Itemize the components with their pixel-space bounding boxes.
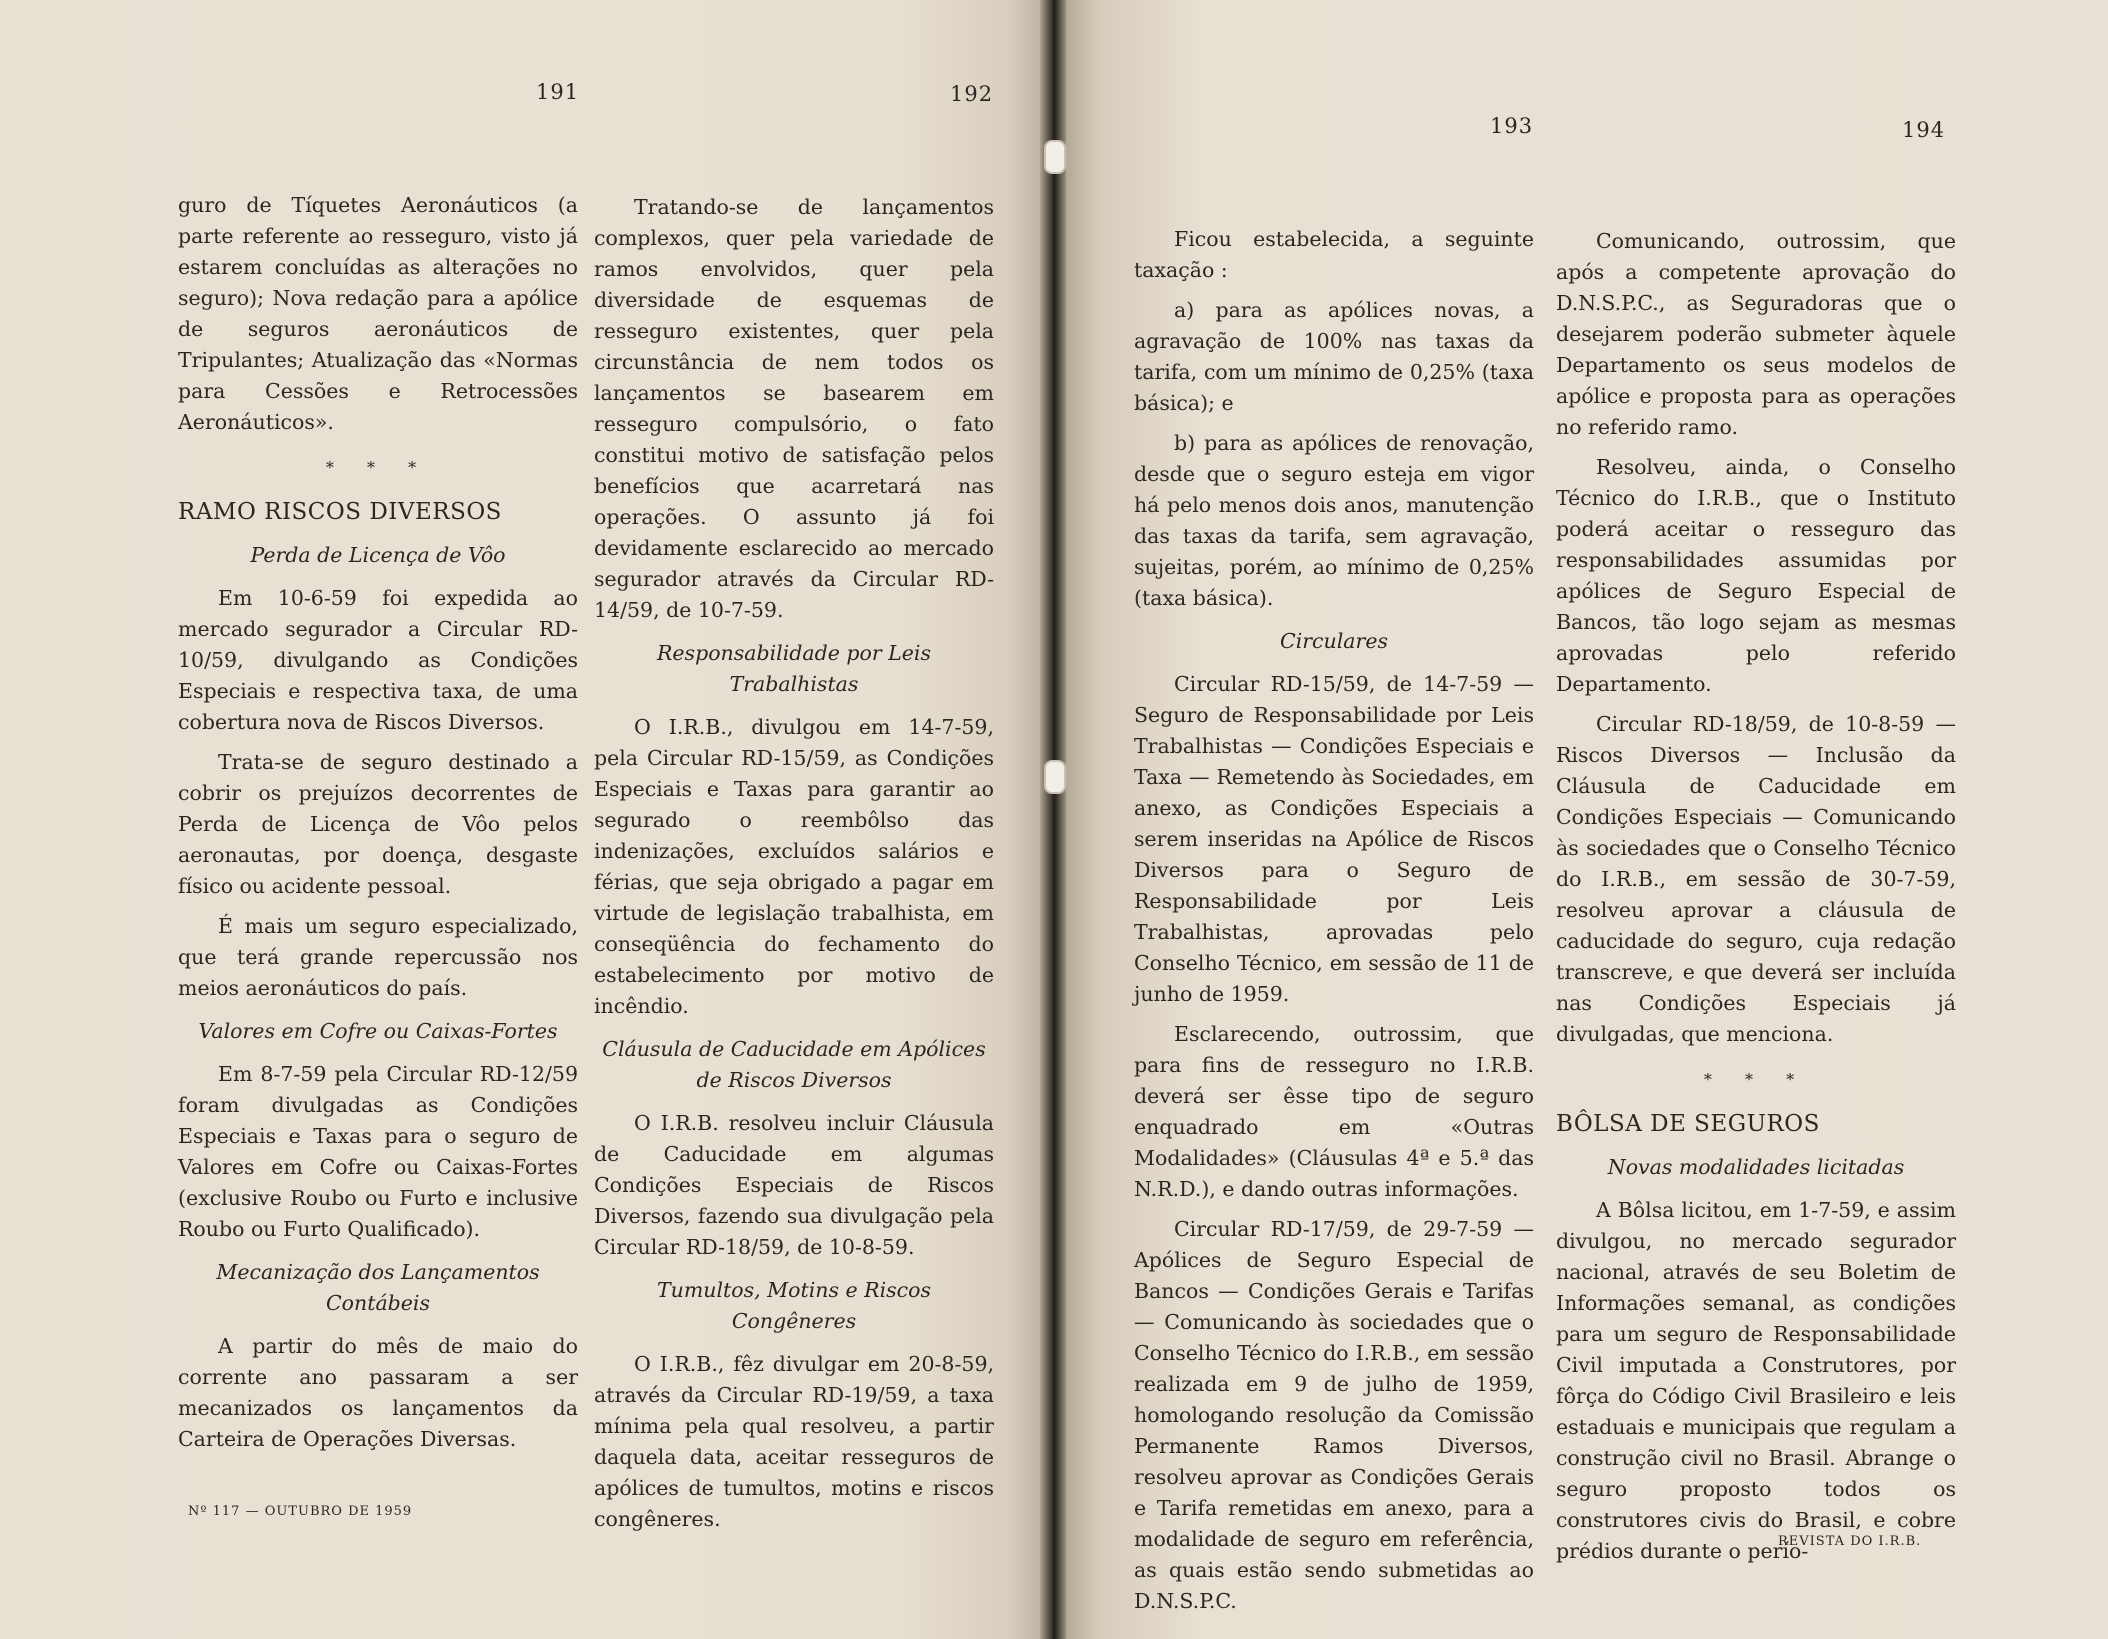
book-gutter: [1040, 0, 1066, 1639]
column-page-193: [1134, 224, 1534, 1626]
paragraph: Ficou estabelecida, a seguinte taxação :: [1134, 227, 1534, 282]
subsection-heading: Novas modalidades licitadas: [1607, 1155, 1905, 1179]
paragraph: A Bôlsa licitou, em 1-7-59, e assim divulgou, no mercado segurador nacional, através de seu Boletim de Informações semanal, as condições para um seguro de Responsabilidade Civil imputada a Construtores, por fôrça do Código Civil Brasileiro e leis estaduais e municipais que regulam a construção civil no Brasil. Abrange o seguro proposto todos os construtores civis do Brasil, e cobre prédios durante o perío-: [1556, 1198, 1956, 1563]
paragraph: Resolveu, ainda, o Conselho Técnico do I.R.B., que o Instituto poderá aceitar o resseguro das responsabilidades assumidas por apólices de Seguro Especial de Bancos, tão logo sejam as mesmas aprovadas pelo referido Departamento.: [1556, 455, 1956, 696]
paragraph: A partir do mês de maio do corrente ano passaram a ser mecanizados os lançamentos da Carteira de Operações Diversas.: [178, 1334, 578, 1451]
column-page-191: [178, 190, 578, 1464]
page-number-192: 192: [950, 82, 994, 106]
paragraph: É mais um seguro especializado, que terá grande repercussão nos meios aeronáuticos do país.: [178, 914, 578, 1000]
paragraph: Em 8-7-59 pela Circular RD-12/59 foram divulgadas as Condições Especiais e Taxas para o seguro de Valores em Cofre ou Caixas-Fortes (exclusive Roubo ou Furto e inclusive Roubo ou Furto Qualificado).: [178, 1062, 578, 1241]
footer-journal: REVISTA DO I.R.B.: [1778, 1534, 1922, 1549]
subsection-heading: Circulares: [1280, 629, 1388, 653]
page-number-191: 191: [536, 80, 580, 104]
subsection-heading: Mecanização dos Lançamentos Contábeis: [216, 1260, 540, 1315]
paragraph: Circular RD-15/59, de 14-7-59 — Seguro de Responsabilidade por Leis Trabalhistas — Condições Especiais e Taxa — Remetendo às Sociedades, em anexo, as Condições Especiais a serem inseridas na Apólice de Riscos Diversos para o Seguro de Responsabilidade por Leis Trabalhistas, aprovadas pelo Conselho Técnico, em sessão de 11 de junho de 1959.: [1134, 672, 1534, 1006]
section-separator: * * *: [1703, 1070, 1809, 1089]
staple-top: [1044, 140, 1066, 174]
column-page-192: [594, 192, 994, 1544]
paragraph: Trata-se de seguro destinado a cobrir os prejuízos decorrentes de Perda de Licença de Vôo pelos aeronautas, por doença, desgaste físico ou acidente pessoal.: [178, 750, 578, 898]
subsection-heading: Tumultos, Motins e Riscos Congêneres: [656, 1278, 932, 1333]
paragraph: Tratando-se de lançamentos complexos, quer pela variedade de ramos envolvidos, quer pela diversidade de esquemas de resseguro existentes, quer pela circunstância de nem todos os lançamentos se basearem em resseguro compulsório, o fato constitui motivo de satisfação pelos benefícios que acarretará nas operações. O assunto já foi devidamente esclarecido ao mercado segurador através da Circular RD-14/59, de 10-7-59.: [594, 195, 994, 622]
staple-middle: [1044, 760, 1066, 794]
section-heading: BÔLSA DE SEGUROS: [1556, 1111, 1820, 1137]
paragraph: Circular RD-18/59, de 10-8-59 — Riscos Diversos — Inclusão da Cláusula de Caducidade em Condições Especiais — Comunicando às sociedades que o Conselho Técnico do I.R.B., em sessão de 30-7-59, resolveu aprovar a cláusula de caducidade do seguro, cuja redação transcreve, e que deverá ser incluída nas Condições Especiais já divulgadas, que menciona.: [1556, 712, 1956, 1046]
section-separator: * * *: [325, 458, 431, 477]
subsection-heading: Valores em Cofre ou Caixas-Fortes: [198, 1019, 558, 1043]
paragraph: O I.R.B., divulgou em 14-7-59, pela Circular RD-15/59, as Condições Especiais e Taxas para garantir ao segurado o reembôlso das indenizações, excluídos salários e férias, que seja obrigado a pagar em virtude de legislação trabalhista, em conseqüência do fechamento do estabelecimento por motivo de incêndio.: [594, 715, 994, 1018]
subsection-heading: Responsabilidade por Leis Trabalhistas: [656, 641, 931, 696]
subsection-heading: Perda de Licença de Vôo: [250, 543, 506, 567]
paragraph: Em 10-6-59 foi expedida ao mercado segurador a Circular RD-10/59, divulgando as Condições Especiais e respectiva taxa, de uma cobertura nova de Riscos Diversos.: [178, 586, 578, 734]
paragraph: Comunicando, outrossim, que após a competente aprovação do D.N.S.P.C., as Seguradoras que o desejarem poderão submeter àquele Departamento os seus modelos de apólice e proposta para as operações no referido ramo.: [1556, 229, 1956, 439]
paragraph: a) para as apólices novas, a agravação de 100% nas taxas da tarifa, com um mínimo de 0,25% (taxa básica); e: [1134, 298, 1534, 415]
paragraph: O I.R.B. resolveu incluir Cláusula de Caducidade em algumas Condições Especiais de Riscos Diversos, fazendo sua divulgação pela Circular RD-18/59, de 10-8-59.: [594, 1111, 994, 1259]
subsection-heading: Cláusula de Caducidade em Apólices de Riscos Diversos: [602, 1037, 986, 1092]
paragraph: b) para as apólices de renovação, desde que o seguro esteja em vigor há pelo menos dois anos, manutenção das taxas da tarifa, sem agravação, sujeitas, porém, ao mínimo de 0,25% (taxa básica).: [1134, 431, 1534, 610]
page-number-194: 194: [1902, 118, 1946, 142]
paragraph: Esclarecendo, outrossim, que para fins de resseguro no I.R.B. deverá ser êsse tipo de seguro enquadrado em «Outras Modalidades» (Cláusulas 4ª e 5.ª das N.R.D.), e dando outras informações.: [1134, 1022, 1534, 1201]
page-number-193: 193: [1490, 114, 1534, 138]
paragraph: guro de Tíquetes Aeronáuticos (a parte referente ao resseguro, visto já estarem concluídas as alterações no seguro); Nova redação para a apólice de seguros aeronáuticos de Tripulantes; Atualização das «Normas para Cessões e Retrocessões Aeronáuticos».: [178, 193, 578, 434]
footer-issue: Nº 117 — OUTUBRO DE 1959: [188, 1504, 413, 1519]
paragraph: O I.R.B., fêz divulgar em 20-8-59, através da Circular RD-19/59, a taxa mínima pela qual resolveu, a partir daquela data, aceitar resseguros de apólices de tumultos, motins e riscos congêneres.: [594, 1352, 994, 1531]
paragraph: Circular RD-17/59, de 29-7-59 — Apólices de Seguro Especial de Bancos — Condições Gerais e Tarifas — Comunicando às sociedades que o Conselho Técnico do I.R.B., em sessão realizada em 9 de julho de 1959, homologando resolução da Comissão Permanente Ramos Diversos, resolveu aprovar as Condições Gerais e Tarifa remetidas em anexo, para a modalidade de seguro em referência, as quais estão sendo submetidas ao D.N.S.P.C.: [1134, 1217, 1534, 1613]
section-heading: RAMO RISCOS DIVERSOS: [178, 499, 502, 525]
column-page-194: [1556, 226, 1956, 1576]
